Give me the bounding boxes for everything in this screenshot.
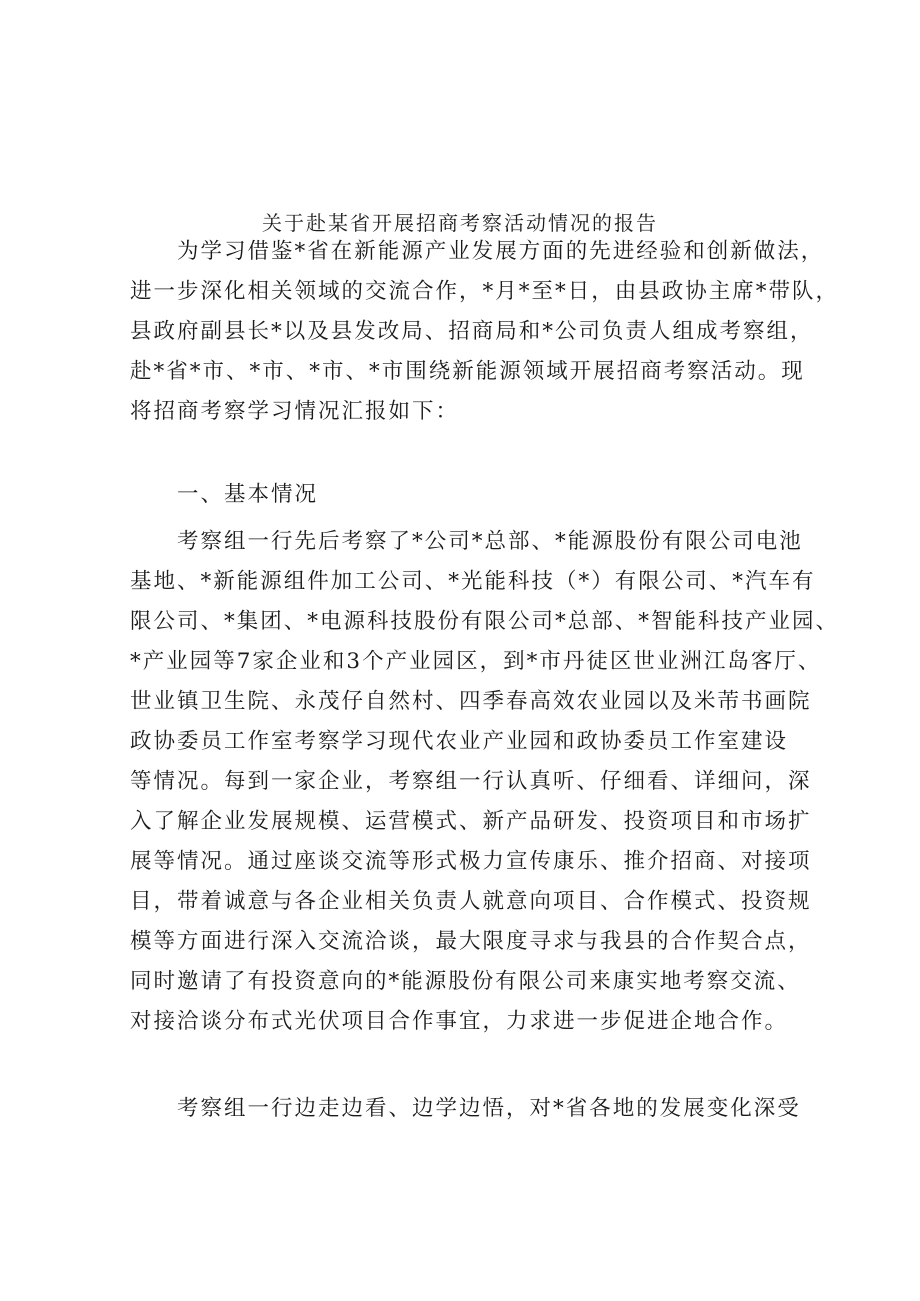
paragraph-line: 等情况。每到一家企业，考察组一行认真听、仔细看、详细问，深	[130, 769, 812, 794]
paragraph-line: 政协委员工作室考察学习现代农业产业园和政协委员工作室建设	[130, 729, 789, 754]
paragraph-line: 模等方面进行深入交流洽谈，最大限度寻求与我县的合作契合点，	[130, 929, 812, 954]
paragraph-line: 进一步深化相关领域的交流合作，*月*至*日，由县政协主席*带队，	[130, 279, 840, 304]
document-title: 关于赴某省开展招商考察活动情况的报告	[262, 211, 658, 235]
section-heading-text: 一、基本情况	[130, 482, 319, 507]
paragraph-line: *产业园等7家企业和3个产业园区，到*市丹徒区世业洲江岛客厅、	[130, 649, 822, 674]
paragraph-line: 限公司、*集团、*电源科技股份有限公司*总部、*智能科技产业园、	[130, 609, 840, 634]
paragraph-line: 赴*省*市、*市、*市、*市围绕新能源领域开展招商考察活动。现	[130, 359, 805, 384]
paragraph-reflections	[130, 1089, 800, 1129]
paragraph-line: 考察组一行先后考察了*公司*总部、*能源股份有限公司电池	[130, 529, 803, 554]
paragraph-line: 考察组一行边走边看、边学边悟，对*省各地的发展变化深受	[130, 1096, 801, 1121]
paragraph-line: 入了解企业发展规模、运营模式、新产品研发、投资项目和市场扩	[130, 809, 812, 834]
paragraph-line: 为学习借鉴*省在新能源产业发展方面的先进经验和创新做法，	[130, 239, 825, 264]
section-heading	[130, 475, 800, 515]
paragraph-line: 基地、*新能源组件加工公司、*光能科技（*）有限公司、*汽车有	[130, 569, 816, 594]
paragraph-line: 将招商考察学习情况汇报如下：	[130, 399, 460, 424]
paragraph-line: 世业镇卫生院、永茂仔自然村、四季春高效农业园以及米芾书画院	[130, 689, 812, 714]
paragraph-basic-situation	[130, 522, 840, 1042]
paragraph-line: 目，带着诚意与各企业相关负责人就意向项目、合作模式、投资规	[130, 889, 812, 914]
paragraph-line: 展等情况。通过座谈交流等形式极力宣传康乐、推介招商、对接项	[130, 849, 812, 874]
paragraph-line: 县政府副县长*以及县发改局、招商局和*公司负责人组成考察组，	[130, 319, 814, 344]
paragraph-line: 同时邀请了有投资意向的*能源股份有限公司来康实地考察交流、	[130, 969, 801, 994]
paragraph-intro	[130, 232, 840, 432]
paragraph-line: 对接洽谈分布式光伏项目合作事宜，力求进一步促进企地合作。	[130, 1009, 789, 1034]
